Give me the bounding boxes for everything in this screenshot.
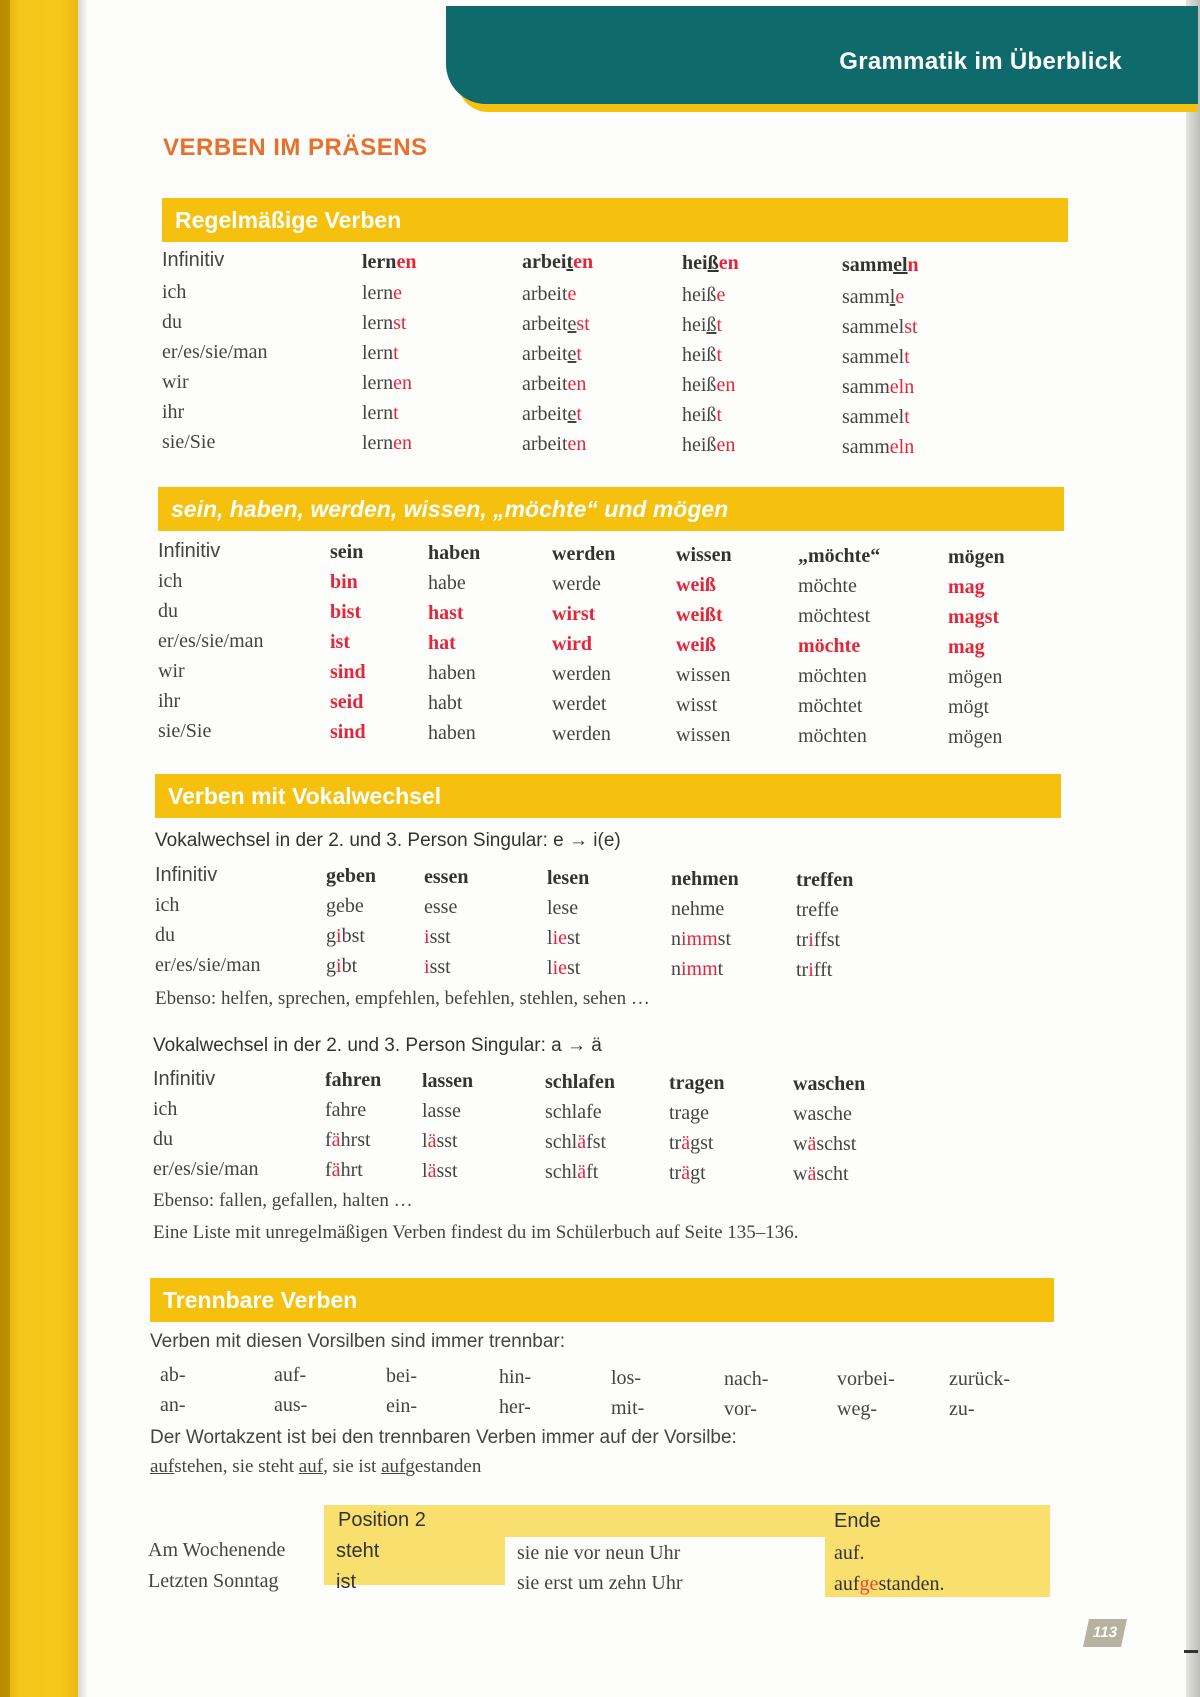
pronoun-ich: ich	[162, 281, 187, 303]
header-ende: Ende	[834, 1510, 881, 1532]
form: sammle	[842, 286, 905, 308]
verb-lernen: lernen	[362, 251, 417, 273]
pronoun-du: du	[155, 924, 175, 946]
pronoun-er: er/es/sie/man	[155, 954, 261, 976]
form: heißt	[682, 344, 722, 366]
pronoun-wir: wir	[158, 660, 185, 682]
section-header-regular-verbs: Regelmäßige Verben	[162, 198, 1068, 242]
prefix: los-	[611, 1367, 641, 1389]
form: trifft	[796, 959, 833, 981]
prefix: ein-	[386, 1395, 418, 1417]
form: lerne	[362, 282, 402, 304]
cell-middle: sie nie vor neun Uhr	[517, 1542, 681, 1564]
form: nimmt	[671, 958, 724, 980]
prefix: hin-	[499, 1366, 532, 1388]
form: sammeln	[842, 376, 915, 398]
form: sind	[330, 661, 366, 683]
form: triffst	[796, 929, 841, 951]
ebenso-a-ae: Ebenso: fallen, gefallen, halten …	[153, 1190, 413, 1211]
accent-note: Der Wortakzent ist bei den trennbaren Verben immer auf der Vorsilbe:	[150, 1427, 737, 1448]
cell-middle: sie erst um zehn Uhr	[517, 1572, 683, 1594]
form: möchte	[798, 575, 857, 597]
form: nimmst	[671, 928, 732, 950]
pronoun-ihr: ihr	[162, 401, 185, 423]
form: lernst	[362, 312, 407, 334]
form: lese	[547, 897, 579, 919]
form: weiß	[676, 634, 716, 656]
form: werdet	[552, 693, 607, 715]
form: arbeitest	[522, 313, 590, 335]
prefix: vor-	[724, 1398, 757, 1420]
form: sind	[330, 721, 366, 743]
pronoun-er: er/es/sie/man	[158, 630, 264, 652]
verb-moegen: mögen	[948, 546, 1005, 568]
form: lernt	[362, 402, 399, 424]
form: seid	[330, 691, 364, 713]
pronoun-er: er/es/sie/man	[162, 341, 268, 363]
section-header-vowel-change: Verben mit Vokalwechsel	[155, 774, 1061, 818]
accent-example: aufstehen, sie steht auf, sie ist aufgestanden	[150, 1456, 482, 1477]
form: werden	[552, 723, 611, 745]
section-header-irregular	[158, 487, 1064, 531]
form: nehme	[671, 898, 725, 920]
pronoun-wir: wir	[162, 371, 189, 393]
form: bin	[330, 571, 358, 593]
pronoun-du: du	[162, 311, 182, 333]
pronoun-ihr: ihr	[158, 690, 181, 712]
verb-arbeiten: arbeiten	[522, 251, 594, 273]
form: werden	[552, 663, 611, 685]
form: lernt	[362, 342, 399, 364]
form: wäscht	[793, 1163, 849, 1185]
form: heiße	[682, 284, 726, 306]
spine-shadow	[78, 0, 88, 1697]
prefix: an-	[160, 1394, 186, 1416]
form: wird	[552, 633, 592, 655]
form: heißen	[682, 434, 736, 456]
page-edge	[1186, 0, 1200, 1697]
form: treffe	[796, 899, 839, 921]
page-title: VERBEN IM PRÄSENS	[163, 134, 428, 161]
form: bist	[330, 601, 362, 623]
prefix: weg-	[837, 1398, 877, 1420]
form: möchten	[798, 725, 867, 747]
separable-intro: Verben mit diesen Vorsilben sind immer trennbar:	[150, 1331, 566, 1352]
prefix: nach-	[724, 1368, 769, 1390]
form: sammelt	[842, 406, 910, 428]
form: lernen	[362, 372, 412, 394]
label-infinitiv: Infinitiv	[162, 249, 225, 271]
form: fährst	[325, 1129, 371, 1151]
form: möchte	[798, 635, 861, 657]
section-header-separable: Trennbare Verben	[150, 1278, 1054, 1322]
form: haben	[428, 722, 476, 744]
form: ist	[330, 631, 350, 653]
form: fährt	[325, 1159, 363, 1181]
verb-sammeln: sammeln	[842, 254, 919, 276]
form: wissen	[676, 664, 731, 686]
form: esse	[424, 896, 458, 918]
spine-shade	[0, 0, 10, 1697]
form: wasche	[793, 1103, 852, 1125]
form: arbeitet	[522, 343, 582, 365]
pronoun-sie: sie/Sie	[158, 720, 212, 742]
prefix: zurück-	[949, 1368, 1011, 1390]
cell-position-2: steht	[336, 1540, 380, 1562]
cell-ende: aufgestanden.	[834, 1573, 945, 1595]
form: wirst	[552, 603, 596, 625]
form: heißen	[682, 374, 736, 396]
form: isst	[424, 926, 451, 948]
form: gibst	[326, 925, 365, 947]
form: arbeiten	[522, 433, 587, 455]
form: gebe	[326, 895, 364, 917]
form: trägt	[669, 1162, 706, 1184]
verb-nehmen: nehmen	[671, 868, 739, 890]
form: sammeln	[842, 436, 915, 458]
cell-position-2: ist	[336, 1571, 356, 1593]
form: arbeiten	[522, 373, 587, 395]
verb-essen: essen	[424, 866, 469, 888]
pronoun-du: du	[158, 600, 178, 622]
form: mögen	[948, 726, 1003, 748]
form: heißt	[682, 314, 722, 336]
header-position-2: Position 2	[338, 1509, 426, 1531]
pronoun-ich: ich	[153, 1098, 178, 1120]
form: sammelst	[842, 316, 918, 338]
form: magst	[948, 606, 1000, 628]
form: möchtet	[798, 695, 863, 717]
form: schlafe	[545, 1101, 602, 1123]
pronoun-ich: ich	[155, 894, 180, 916]
form: wissen	[676, 724, 731, 746]
prefix: bei-	[386, 1365, 418, 1387]
pronoun-er: er/es/sie/man	[153, 1158, 259, 1180]
verb-lesen: lesen	[547, 867, 590, 889]
verb-tragen: tragen	[669, 1072, 725, 1094]
form: arbeitet	[522, 403, 582, 425]
page-number: 113	[1083, 1619, 1127, 1647]
prefix: her-	[499, 1396, 531, 1418]
form: werde	[552, 573, 601, 595]
verb-werden: werden	[552, 543, 616, 565]
subheading-e-i: Vokalwechsel in der 2. und 3. Person Singular: e → i(e)	[155, 830, 621, 851]
form: haben	[428, 662, 476, 684]
prefix: mit-	[611, 1397, 645, 1419]
irregular-list-note: Eine Liste mit unregelmäßigen Verben findest du im Schülerbuch auf Seite 135–136.	[153, 1222, 799, 1243]
form: lernen	[362, 432, 412, 454]
prefix: vorbei-	[837, 1368, 895, 1390]
form: trägst	[669, 1132, 714, 1154]
section-title-irregular: sein, haben, werden, wissen, „möchte“ und mögen	[171, 496, 729, 522]
form: wisst	[676, 694, 718, 716]
form: lässt	[422, 1130, 458, 1152]
form: weißt	[676, 604, 723, 626]
subheading-a-ae: Vokalwechsel in der 2. und 3. Person Singular: a → ä	[153, 1035, 602, 1056]
book-spine	[0, 0, 78, 1697]
verb-schlafen: schlafen	[545, 1071, 615, 1093]
prefix: aus-	[274, 1394, 308, 1416]
label-infinitiv: Infinitiv	[158, 540, 221, 562]
form: hat	[428, 632, 456, 654]
form: mag	[948, 576, 985, 598]
verb-fahren: fahren	[325, 1069, 382, 1091]
form: arbeite	[522, 283, 577, 305]
pronoun-du: du	[153, 1128, 173, 1150]
verb-wissen: wissen	[676, 544, 732, 566]
form: liest	[547, 927, 581, 949]
label-infinitiv: Infinitiv	[155, 864, 218, 886]
label-infinitiv: Infinitiv	[153, 1068, 216, 1090]
header-title: Grammatik im Überblick	[839, 48, 1122, 75]
prefix: zu-	[949, 1398, 975, 1420]
form: schläft	[545, 1161, 599, 1183]
form: sammelt	[842, 346, 910, 368]
cell-start: Letzten Sonntag	[148, 1570, 279, 1592]
prefix: ab-	[160, 1364, 186, 1386]
cell-start: Am Wochenende	[148, 1539, 286, 1561]
form: mögt	[948, 696, 990, 718]
verb-treffen: treffen	[796, 869, 854, 891]
form: weiß	[676, 574, 716, 596]
form: habe	[428, 572, 466, 594]
form: habt	[428, 692, 463, 714]
form: trage	[669, 1102, 709, 1124]
form: möchten	[798, 665, 867, 687]
form: mögen	[948, 666, 1003, 688]
form: schläfst	[545, 1131, 607, 1153]
verb-moechte: „möchte“	[798, 545, 881, 567]
verb-sein: sein	[330, 541, 364, 563]
footer-rule	[1184, 1650, 1198, 1653]
form: hast	[428, 602, 464, 624]
form: lasse	[422, 1100, 461, 1122]
ebenso-e-i: Ebenso: helfen, sprechen, empfehlen, befehlen, stehlen, sehen …	[155, 988, 650, 1009]
prefix: auf-	[274, 1364, 307, 1386]
form: isst	[424, 956, 451, 978]
pronoun-sie: sie/Sie	[162, 431, 216, 453]
verb-geben: geben	[326, 865, 376, 887]
form: lässt	[422, 1160, 458, 1182]
verb-heissen: heißen	[682, 252, 739, 274]
form: heißt	[682, 404, 722, 426]
form: mag	[948, 636, 985, 658]
verb-haben: haben	[428, 542, 481, 564]
form: gibt	[326, 955, 358, 977]
form: möchtest	[798, 605, 871, 627]
form: liest	[547, 957, 581, 979]
pronoun-ich: ich	[158, 570, 183, 592]
verb-lassen: lassen	[422, 1070, 474, 1092]
cell-ende: auf.	[834, 1542, 865, 1564]
verb-waschen: waschen	[793, 1073, 866, 1095]
form: fahre	[325, 1099, 367, 1121]
form: wäschst	[793, 1133, 857, 1155]
